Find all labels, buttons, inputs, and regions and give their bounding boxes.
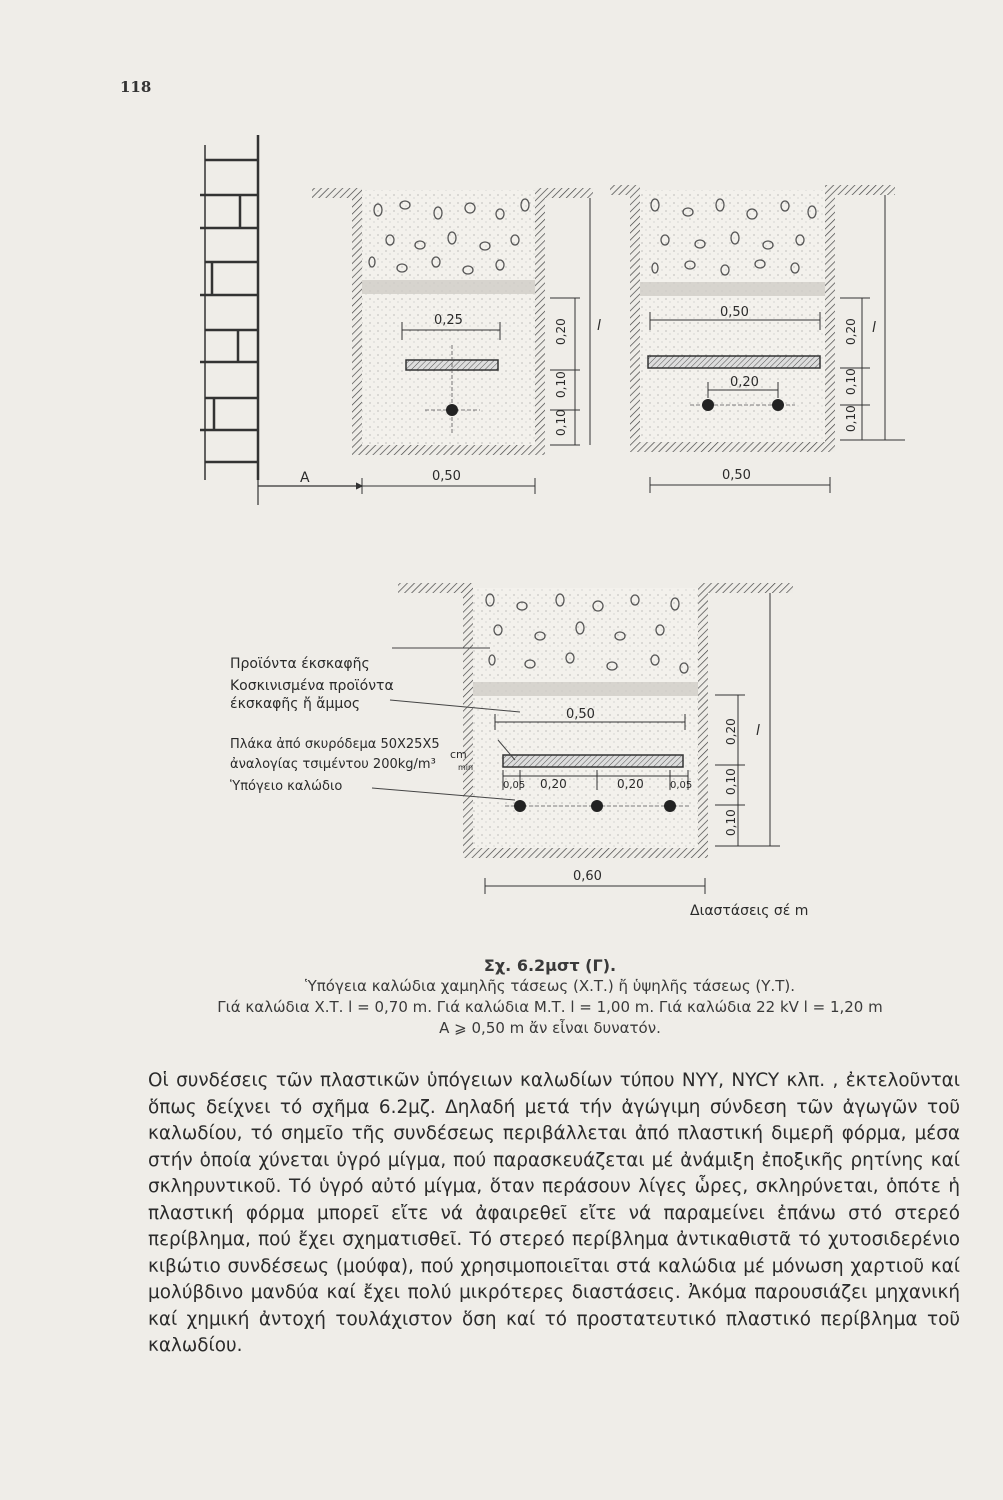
trench3-gap-right: 0,05 (670, 780, 693, 791)
figure-caption (150, 955, 950, 1039)
page-number: 118 (120, 78, 152, 96)
trench3-h1: 0,20 (724, 718, 738, 745)
trench3-h3: 0,10 (724, 809, 738, 836)
trench3-width: 0,60 (573, 869, 602, 884)
trench1-h2: 0,10 (554, 371, 568, 398)
trench3-total: l (756, 723, 760, 739)
label-slab-unit: cm (450, 748, 467, 761)
trench1-h1: 0,20 (554, 318, 568, 345)
trench3-slab-width: 0,50 (566, 707, 595, 722)
label-slab-1: Πλάκα ἀπό σκυρόδεμα 50X25X5 (230, 737, 440, 752)
label-sieved-2: έκσκαφῆς ἤ ἄμμος (230, 696, 361, 712)
dim-slab-width: 0,25 (434, 313, 463, 328)
trench2-width: 0,50 (722, 468, 751, 483)
trench1-width: 0,50 (432, 469, 461, 484)
label-units: Διαστάσεις σέ m (690, 903, 809, 919)
caption-title: Σχ. 6.2μστ (Γ). (483, 956, 617, 975)
trench3-gap-left: 0,05 (503, 780, 526, 791)
label-sieved-1: Κοσκινισμένα προϊόντα (230, 678, 394, 694)
body-text (148, 1068, 960, 1360)
caption-line-1: Ὑπόγεια καλώδια χαμηλῆς τάσεως (Χ.Τ.) ἤ ὑψηλῆς τάσεως (Υ.Τ). (305, 977, 795, 995)
trench2-h1: 0,20 (844, 318, 858, 345)
trench-low-voltage (312, 188, 593, 455)
trench2-cable-spacing: 0,20 (730, 375, 759, 390)
trench3-spacing-2: 0,20 (617, 777, 644, 791)
building-wall (200, 135, 258, 480)
dimension-A (258, 470, 362, 505)
body-paragraph: Οἱ συνδέσεις τῶν πλαστικῶν ὑπόγειων καλωδίων τύπου ΝΥΥ, NYCY κλπ. , ἐκτελοῦνται ὅπως δείχνει τό σχῆμα 6.2μζ. Δηλαδή μετά τήν ἀγώγιμη σύνδεση τῶν ἀγωγῶν τοῦ καλωδίου, τό σημεῖο τῆς συνδέσεως περιβάλλεται ἀπό πλαστική διμερῆ φόρμα, μέσα στήν ὁποία χύνεται ὑγρό μίγμα, πού παρασκευάζεται μέ ἀνάμιξη ἐποξικῆς ρητίνης καί σκληρυντικοῦ. Τό ὑγρό αὐτό μίγμα, ὅταν περάσουν λίγες ὧρες, σκληρύνεται, ὁπότε ἡ πλαστική φόρμα μπορεῖ εἴτε νά ἀφαιρεθεῖ εἴτε νά παραμείνει ἐπάνω στό στερεό περίβλημα, πού ἔχει σχηματισθεῖ. Τό στερεό περίβλημα ἀντικαθιστᾶ τό χυτοσιδερένιο κιβώτιο συνδέσεως (μούφα), πού χρησιμοποιεῖται στά καλώδια μέ μόνωση χαρτιοῦ καί μολύβδινο μανδύα καί ἔχει πολύ μικρότερες διαστάσεις. Ἀκόμα παρουσιάζει μηχανική καί χημική ἀντοχή τουλάχιστον ὅση καί τό προστατευτικό πλαστικό περίβλημα τοῦ καλωδίου. (148, 1070, 960, 1356)
trench2-h3: 0,10 (844, 405, 858, 432)
label-slab-2: ἀναλογίας τσιμέντου 200kg/m³ (230, 757, 436, 772)
trench2-h2: 0,10 (844, 368, 858, 395)
trench1-total: l (597, 318, 601, 334)
trench3-h2: 0,10 (724, 768, 738, 795)
trench1-h3: 0,10 (554, 409, 568, 436)
label-excavation: Προϊόντα έκσκαφῆς (230, 656, 370, 672)
trench2-total: l (872, 320, 876, 336)
caption-line-2: Γιά καλώδια Χ.Τ. l = 0,70 m. Γιά καλώδια Μ.Τ. l = 1,00 m. Γιά καλώδια 22 kV l = 1,20 m (217, 998, 883, 1016)
trench2-vertical-dims (840, 195, 905, 440)
label-cable: Ὑπόγειο καλώδιο (230, 779, 343, 794)
trench2-slab-width: 0,50 (720, 305, 749, 320)
dim-A-label: A (300, 470, 310, 486)
label-slab-min: min (458, 763, 474, 772)
caption-line-3: A ⩾ 0,50 m ἄν εἶναι δυνατόν. (439, 1019, 661, 1037)
trench3-spacing-1: 0,20 (540, 777, 567, 791)
